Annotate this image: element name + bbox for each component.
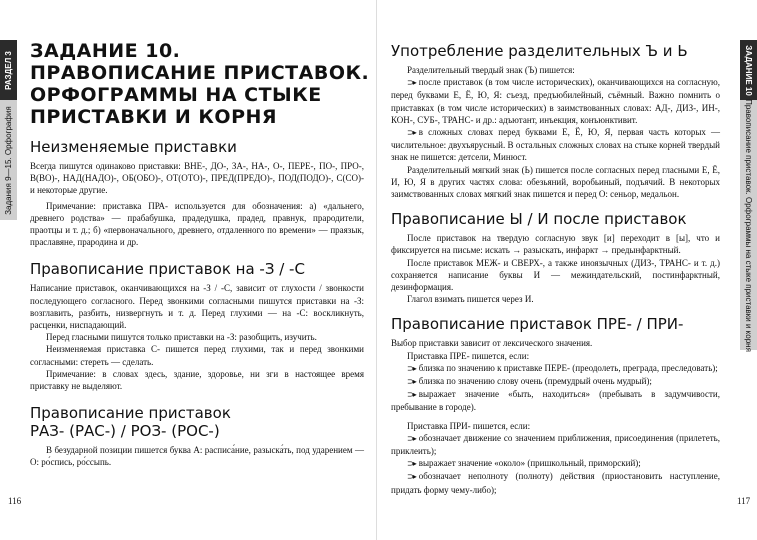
page-number-left: 116 bbox=[8, 496, 22, 506]
bullet-item: ⊃▸ в сложных словах перед буквами Е, Ё, Ю, Я, первая часть которых — числительное: двухъярусный. В остальных сложных словах на стыке корней твердый знак не пишется: детсели, Минюст. bbox=[391, 127, 720, 163]
left-side-tab bbox=[0, 0, 17, 540]
section-unchanged-prefixes bbox=[20, 160, 370, 248]
paragraph: После приставок на твердую согласную звук [и] переходит в [ы], что и фиксируется на письме: искать → разыскать, инфаркт → предынфарктный. bbox=[391, 233, 720, 256]
section-heading-z-s-prefixes: Правописание приставок на -З / -С bbox=[30, 260, 305, 279]
bullet-arrow-icon: ⊃▸ bbox=[407, 472, 416, 482]
task-title: ЗАДАНИЕ 10. ПРАВОПИСАНИЕ ПРИСТАВОК. ОРФОГРАММЫ НА СТЫКЕ ПРИСТАВКИ И КОРНЯ bbox=[30, 40, 370, 128]
section-heading-separating-signs: Употребление разделительных Ъ и Ь bbox=[391, 42, 688, 60]
page-number-right: 117 bbox=[737, 496, 751, 506]
bullet-arrow-icon: ⊃▸ bbox=[407, 433, 416, 443]
paragraph: Всегда пишутся одинаково приставки: ВНЕ-, ДО-, ЗА-, НА-, О-, ПЕРЕ-, ПО-, ПРО-, В(ВО)-, НАД(НАДО)-, ОБ(ОБО)-, ОТ(ОТО)-, ПРЕД(ПРЕДО)-, ПОД(ПОДО)-, С(СО)- и некоторые другие. bbox=[30, 161, 364, 196]
task-label: ЗАДАНИЕ 10 bbox=[744, 44, 754, 96]
bullet-arrow-icon: ⊃▸ bbox=[407, 390, 416, 400]
paragraph: Разделительный твердый знак (Ъ) пишется: bbox=[407, 65, 575, 75]
gutter bbox=[376, 0, 377, 540]
paragraph: Перед гласными пишутся только приставки на -З: разобщить, изучить. bbox=[46, 332, 317, 343]
bullet-item: ⊃▸ выражает значение «быть, находиться» (пребывать в задумчивости, пребывание в городе). bbox=[391, 389, 720, 413]
bullet-item: ⊃▸ обозначает движение со значением приближения, присоединения (прилететь, приклеить); bbox=[391, 432, 720, 457]
section-raz-roz bbox=[20, 444, 370, 468]
bullet-arrow-icon: ⊃▸ bbox=[407, 363, 416, 373]
bullet-item: ⊃▸ после приставок (в том числе исторических), оканчивающихся на согласную, перед буквами Е, Ё, Ю, Я: съезд, предъюбилейный, съёмный. Важно помнить о приставках (в том числе исторических) в заимствованных словах: АД-, ДИЗ-, ИН-, КОН-, СУБ-, ТРАНС- и др.: адъютант, инъекция, конъюнктивит. bbox=[391, 77, 720, 125]
tasks-range-label: Задания 9—15. Орфография bbox=[4, 105, 14, 215]
bullet-item: ⊃▸ близка по значению к приставке ПЕРЕ- (преодолеть, преграда, преследовать); bbox=[407, 362, 718, 373]
bullet-item: ⊃▸ обозначает неполноту (полноту) действия (приостановить наступление, придать форму чему-либо); bbox=[391, 471, 720, 495]
right-side-tab bbox=[740, 0, 757, 540]
bullet-arrow-icon: ⊃▸ bbox=[407, 459, 416, 469]
note-paragraph: Примечание: в словах здесь, здание, здоровье, ни зги в настоящее время приставку не выделяют. bbox=[30, 368, 364, 392]
paragraph: Приставка ПРИ- пишется, если: bbox=[407, 420, 531, 431]
section-heading-raz-roz: Правописание приставок РАЗ- (РАС-) / РОЗ- (РОС-) bbox=[30, 404, 231, 441]
paragraph: Глагол взимать пишется через И. bbox=[407, 294, 534, 305]
paragraph: Разделительный мягкий знак (Ь) пишется после согласных перед гласными Е, Ё, И, Ю, Я в других частях слова: обезьяний, воробьиный, подъячий. В некоторых заимствованных словах мягкий знак пишется и перед О: сеньор, медальон. bbox=[391, 164, 720, 200]
note-paragraph: Примечание: приставка ПРА- используется для обозначения: а) «дальнего, древнего родства» — прабабушка, прадедушка, прадед, правнук, прародители, праотцы и т. д.; б) «первоначального, древнего, отдаленного по времени» — праязык, праславяне, прародина и др. bbox=[30, 200, 364, 248]
section-z-s-prefixes bbox=[20, 282, 370, 392]
section-heading-unchanged-prefixes: Неизменяемые приставки bbox=[30, 138, 237, 156]
bullet-arrow-icon: ⊃▸ bbox=[407, 78, 416, 88]
section-heading-y-i: Правописание Ы / И после приставок bbox=[391, 210, 687, 229]
section-label: РАЗДЕЛ 3 bbox=[4, 50, 13, 90]
paragraph: Выбор приставки зависит от лексического значения. bbox=[391, 338, 593, 349]
topic-label: Правописание приставок. Орфограммы на стыке приставки и корня bbox=[744, 98, 754, 352]
section-separating-signs bbox=[381, 64, 726, 200]
paragraph: Написание приставок, оканчивающихся на -З / -С, зависит от глухости / звонкости последующего согласного. Перед звонкими согласными пишутся приставки на -З: возглавить, разбить, низвергнуть и т. д. Перед глухими — на -С: воскликнуть, расценки, ниспадающий. bbox=[30, 283, 364, 331]
paragraph: Неизменяемая приставка С- пишется перед глухими, так и перед звонкими согласными: стереть — сделать. bbox=[30, 344, 364, 367]
bullet-item: ⊃▸ близка по значению слову очень (премудрый очень мудрый); bbox=[407, 376, 652, 387]
section-y-i bbox=[381, 232, 726, 305]
bullet-item: ⊃▸ выражает значение «около» (пришкольный, приморский); bbox=[407, 458, 641, 469]
paragraph: В безударной позиции пишется буква А: расписа́ние, разыска́ть, под ударением — О: ро́спись, ро́ссыпь. bbox=[30, 445, 364, 468]
bullet-arrow-icon: ⊃▸ bbox=[407, 128, 416, 138]
section-pre-pri bbox=[381, 337, 726, 495]
paragraph: После приставок МЕЖ- и СВЕРХ-, а также иноязычных (ДИЗ-, ТРАНС- и т. д.) сохраняется написание буквы И — межиндательский, постинфарктный, дезинформация. bbox=[391, 257, 720, 293]
section-heading-pre-pri: Правописание приставок ПРЕ- / ПРИ- bbox=[391, 315, 684, 334]
paragraph: Приставка ПРЕ- пишется, если: bbox=[407, 350, 530, 361]
bullet-arrow-icon: ⊃▸ bbox=[407, 377, 416, 387]
